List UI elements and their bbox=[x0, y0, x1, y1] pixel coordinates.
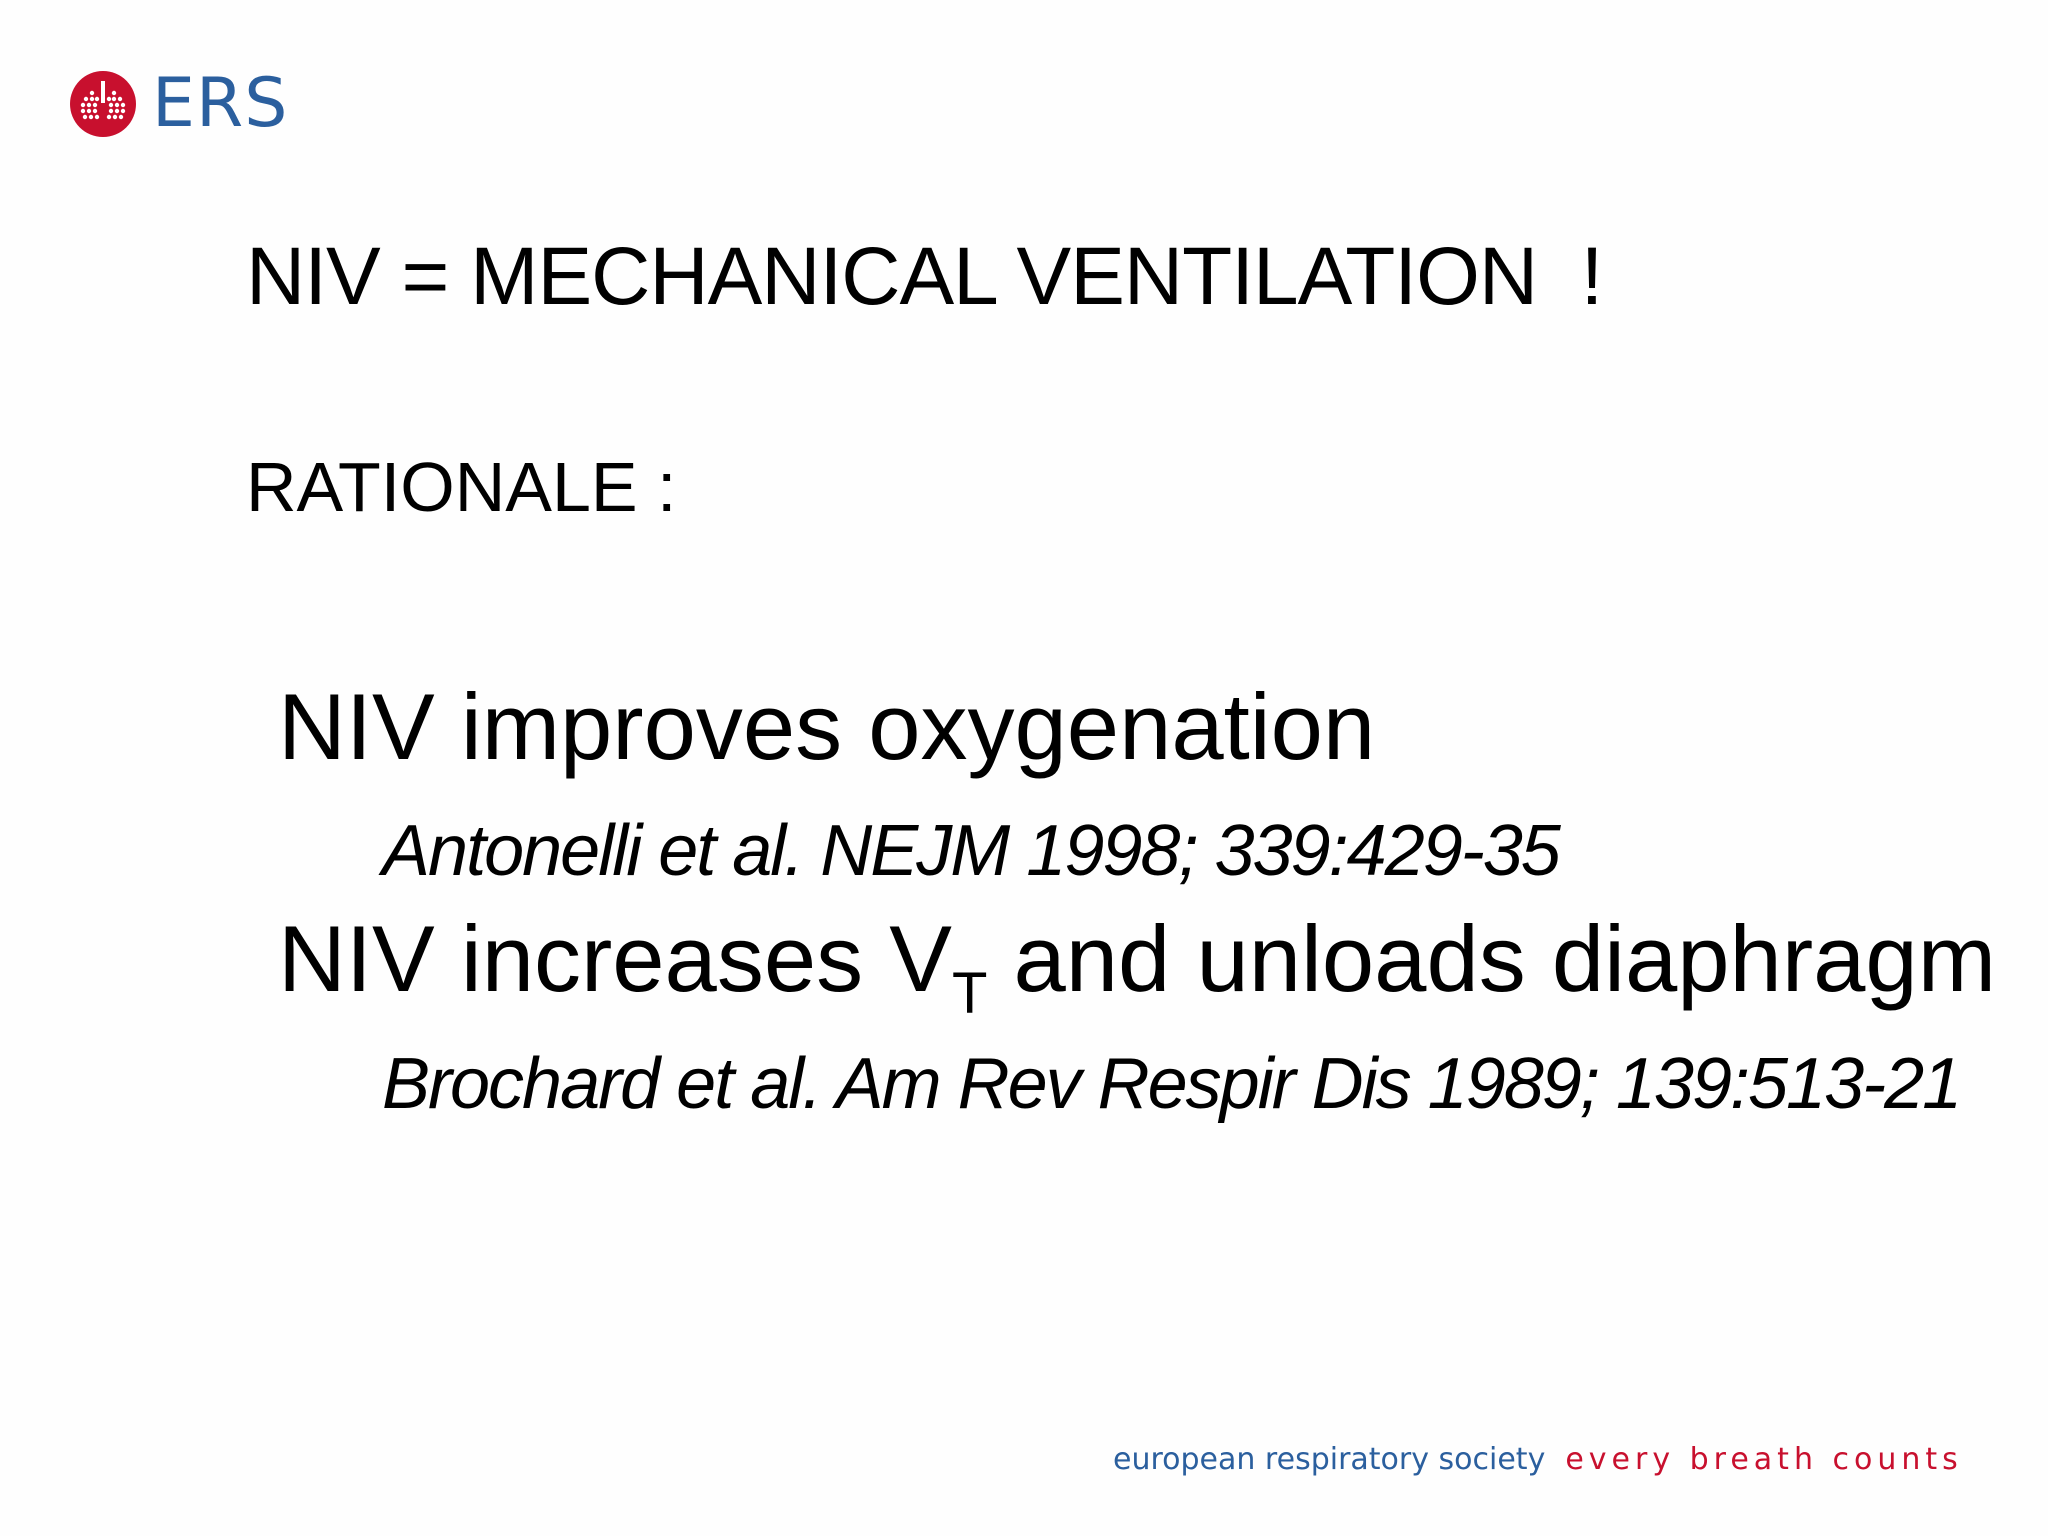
lungs-icon bbox=[70, 71, 136, 137]
tidal-subscript: T bbox=[951, 961, 988, 1026]
footer-organization: european respiratory society bbox=[1113, 1442, 1546, 1477]
point-tidal-volume bbox=[278, 906, 1996, 1026]
logo-text: ERS bbox=[152, 64, 289, 143]
footer bbox=[1113, 1442, 1963, 1477]
point-text-before: NIV increases V bbox=[278, 906, 952, 1011]
reference-brochard: Brochard et al. Am Rev Respir Dis 1989; 139:513-21 bbox=[382, 1044, 1961, 1124]
footer-tagline: every breath counts bbox=[1565, 1442, 1963, 1477]
point-text-after: and unloads diaphragm bbox=[987, 906, 1996, 1011]
reference-antonelli: Antonelli et al. NEJM 1998; 339:429-35 bbox=[382, 811, 1559, 891]
slide-subtitle: RATIONALE : bbox=[246, 448, 677, 526]
ers-logo bbox=[70, 64, 289, 143]
slide-title: NIV = MECHANICAL VENTILATION ! bbox=[246, 231, 1603, 322]
point-oxygenation: NIV improves oxygenation bbox=[278, 674, 1376, 779]
